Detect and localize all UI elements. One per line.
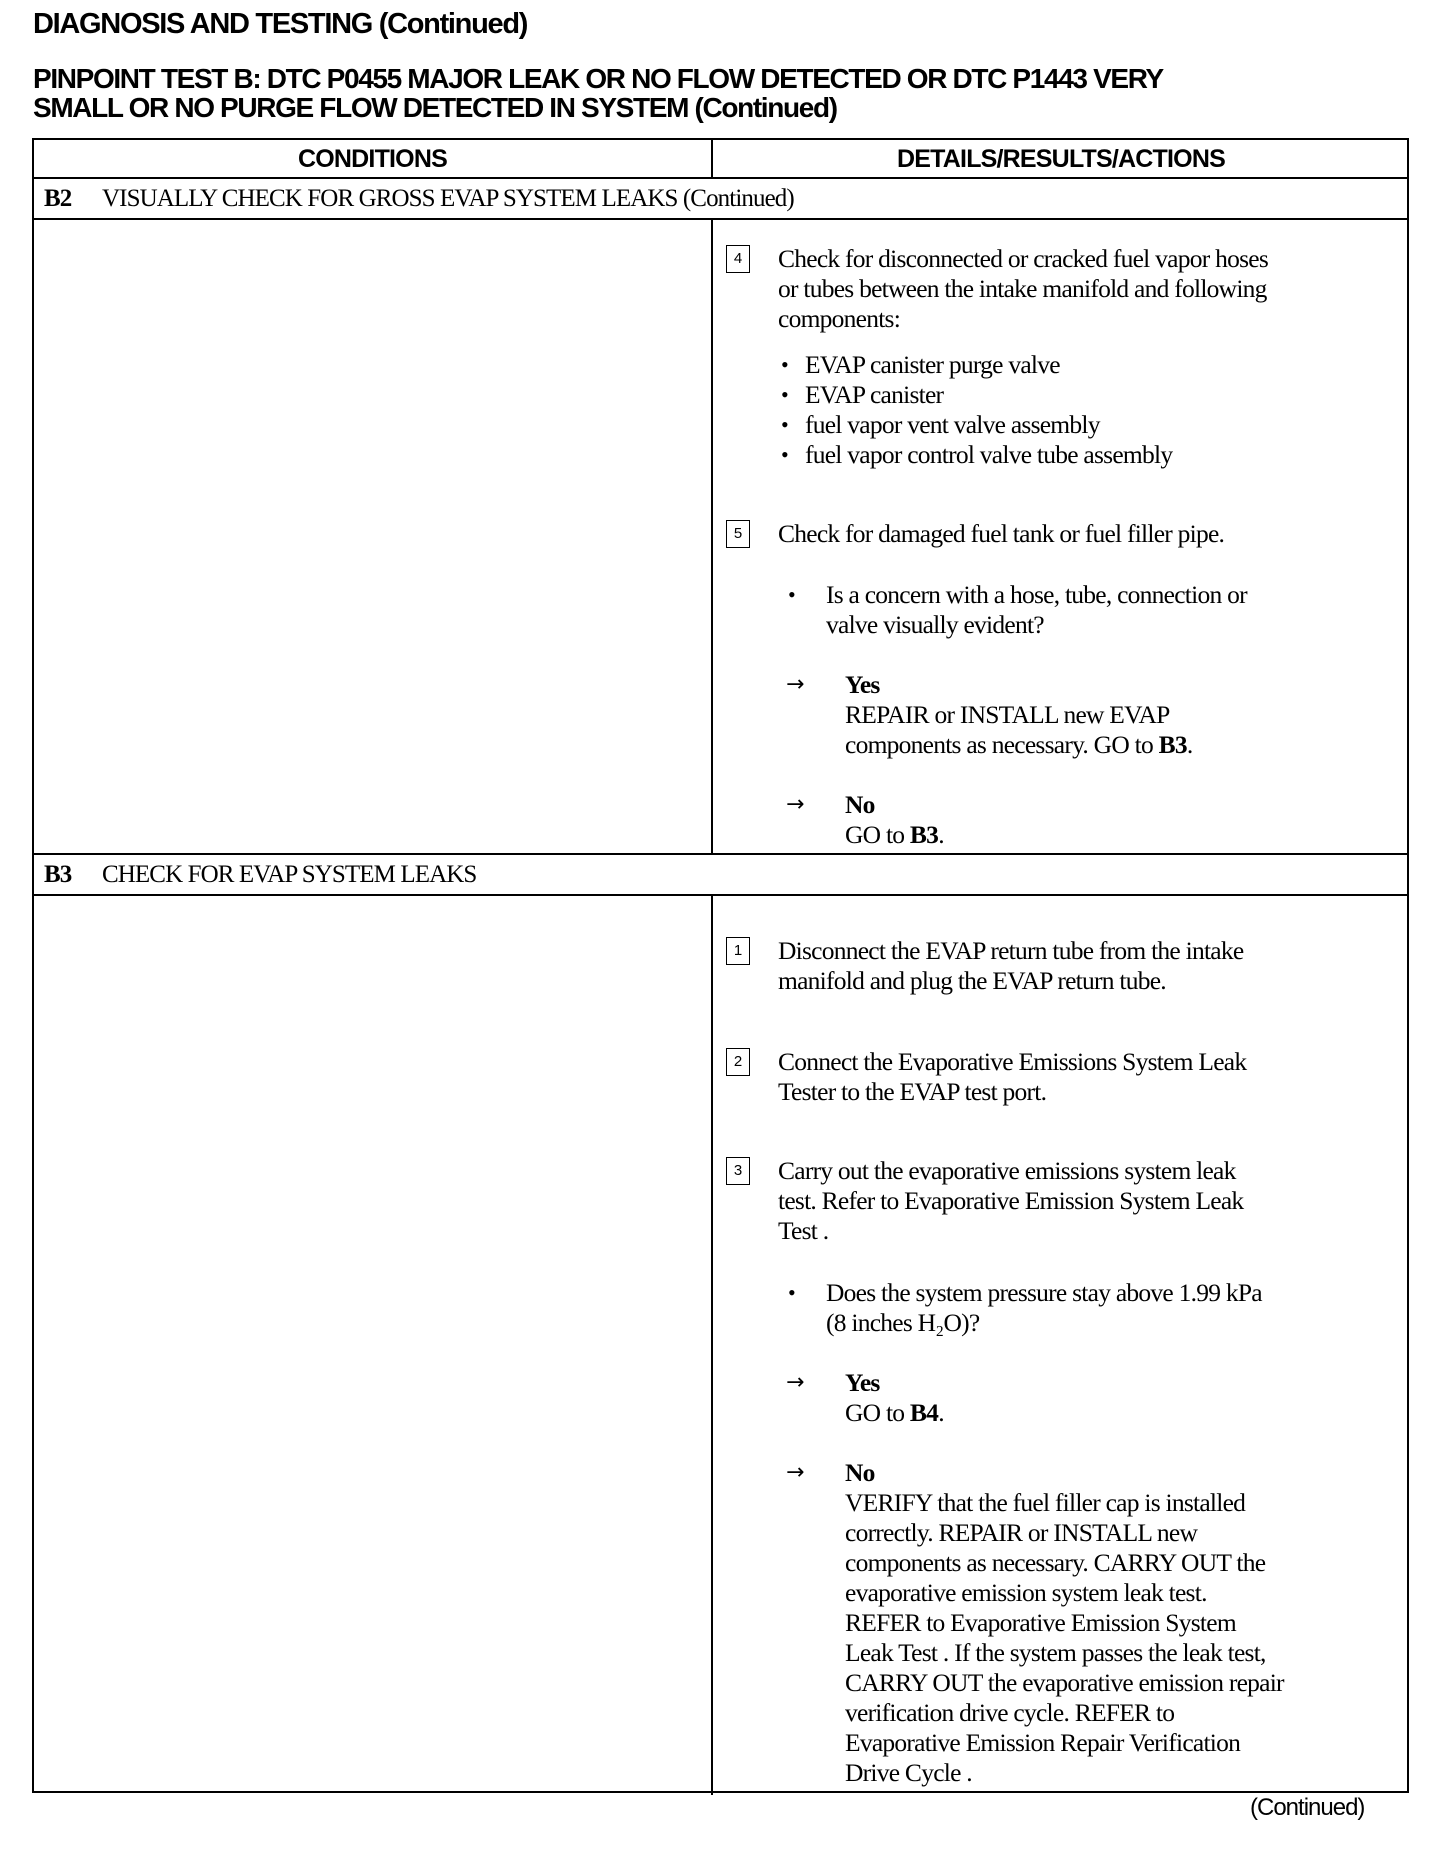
result-answer: Yes [845, 670, 880, 699]
question-text [826, 1278, 1262, 1338]
step-text [778, 936, 1243, 996]
step-text-line: Carry out the evaporative emissions system leak [778, 1156, 1236, 1185]
step-number-box: 1 [726, 937, 750, 965]
result-action-line: components as necessary. CARRY OUT the [845, 1548, 1266, 1577]
result-action-line: CARRY OUT the evaporative emission repair [845, 1668, 1284, 1697]
step-text-line: Connect the Evaporative Emissions System Leak [778, 1047, 1247, 1076]
bullet-icon: • [781, 352, 789, 377]
step-text-line: Check for damaged fuel tank or fuel filler pipe. [778, 519, 1225, 548]
step-text [778, 244, 1268, 334]
pinpoint-test-title-line-1: PINPOINT TEST B: DTC P0455 MAJOR LEAK OR NO FLOW DETECTED OR DTC P1443 VERY [33, 63, 1163, 94]
arrow-right-icon: → [786, 672, 805, 697]
step-number-box: 4 [726, 245, 750, 273]
result-action-line: components as necessary. GO to B3. [845, 730, 1193, 759]
row-divider [34, 218, 1407, 220]
question-line: Does the system pressure stay above 1.99 kPa [826, 1278, 1262, 1307]
step-text-line: or tubes between the intake manifold and following [778, 274, 1267, 303]
column-header-conditions: CONDITIONS [298, 145, 447, 173]
step-text-line: Check for disconnected or cracked fuel vapor hoses [778, 244, 1268, 273]
goto-step-link[interactable]: B4 [909, 1398, 939, 1427]
result-action-line: REPAIR or INSTALL new EVAP [845, 700, 1170, 729]
bullet-icon: • [781, 412, 789, 437]
step-text [778, 1047, 1246, 1107]
step-number-box: 5 [726, 520, 750, 548]
pinpoint-test-title [33, 64, 1163, 122]
section-title: CHECK FOR EVAP SYSTEM LEAKS [102, 861, 477, 888]
question-text [826, 580, 1247, 640]
bullet-icon: • [788, 1280, 796, 1305]
result-action-line: GO to B4. [845, 1398, 944, 1427]
step-number-box: 3 [726, 1157, 750, 1185]
step-text-line: Disconnect the EVAP return tube from the intake [778, 936, 1244, 965]
result-action-line: VERIFY that the fuel filler cap is installed [845, 1488, 1246, 1517]
section-title: VISUALLY CHECK FOR GROSS EVAP SYSTEM LEAKS (Continued) [102, 185, 794, 212]
pinpoint-test-title-line-2: SMALL OR NO PURGE FLOW DETECTED IN SYSTEM (Continued) [33, 92, 837, 123]
arrow-right-icon: → [786, 792, 805, 817]
result-action-line: GO to B3. [845, 820, 944, 849]
question-line: (8 inches H₂O)? [826, 1308, 980, 1337]
arrow-right-icon: → [786, 1370, 805, 1395]
section-header-b3 [44, 855, 476, 895]
result-no [845, 1458, 1284, 1788]
arrow-right-icon: → [786, 1460, 805, 1485]
result-action-line: verification drive cycle. REFER to [845, 1698, 1175, 1727]
column-header-details: DETAILS/RESULTS/ACTIONS [897, 145, 1225, 173]
result-action-line: Leak Test . If the system passes the leak test, [845, 1638, 1266, 1667]
step-text-line: manifold and plug the EVAP return tube. [778, 966, 1166, 995]
row-divider [34, 894, 1407, 896]
bullet-icon: • [781, 442, 789, 467]
list-item: fuel vapor control valve tube assembly [805, 440, 1173, 469]
result-yes [845, 1368, 944, 1428]
result-answer: No [845, 1458, 875, 1487]
continued-footer: (Continued) [1250, 1794, 1365, 1821]
result-no [845, 790, 944, 850]
question-line: Is a concern with a hose, tube, connection or [826, 580, 1247, 609]
section-header-b2 [44, 179, 794, 219]
section-id: B3 [44, 861, 72, 888]
goto-step-link[interactable]: B3 [1158, 730, 1187, 759]
result-action-line: REFER to Evaporative Emission System [845, 1608, 1236, 1637]
result-action-line: Drive Cycle . [845, 1758, 972, 1787]
bullet-icon: • [788, 582, 796, 607]
section-id: B2 [44, 185, 72, 212]
column-divider [711, 895, 713, 1795]
column-divider [711, 140, 713, 179]
step-text [778, 1156, 1243, 1246]
result-answer: Yes [845, 1368, 880, 1397]
step-text [778, 519, 1224, 549]
result-answer: No [845, 790, 875, 819]
result-action-line: correctly. REPAIR or INSTALL new [845, 1518, 1198, 1547]
list-item: EVAP canister [805, 380, 944, 409]
step-text-line: Test . [778, 1216, 829, 1245]
list-item: fuel vapor vent valve assembly [805, 410, 1100, 439]
list-item: EVAP canister purge valve [805, 350, 1060, 379]
goto-step-link[interactable]: B3 [909, 820, 939, 849]
step-number-box: 2 [726, 1048, 750, 1076]
component-list [805, 350, 1172, 470]
step-text-line: Tester to the EVAP test port. [778, 1077, 1047, 1106]
column-divider [711, 219, 713, 853]
step-text-line: test. Refer to Evaporative Emission System Leak [778, 1186, 1244, 1215]
result-action-line: Evaporative Emission Repair Verification [845, 1728, 1241, 1757]
step-text-line: components: [778, 304, 901, 333]
result-yes [845, 670, 1192, 760]
section-title: DIAGNOSIS AND TESTING (Continued) [33, 8, 528, 40]
question-line: valve visually evident? [826, 610, 1044, 639]
bullet-icon: • [781, 382, 789, 407]
result-action-line: evaporative emission system leak test. [845, 1578, 1207, 1607]
